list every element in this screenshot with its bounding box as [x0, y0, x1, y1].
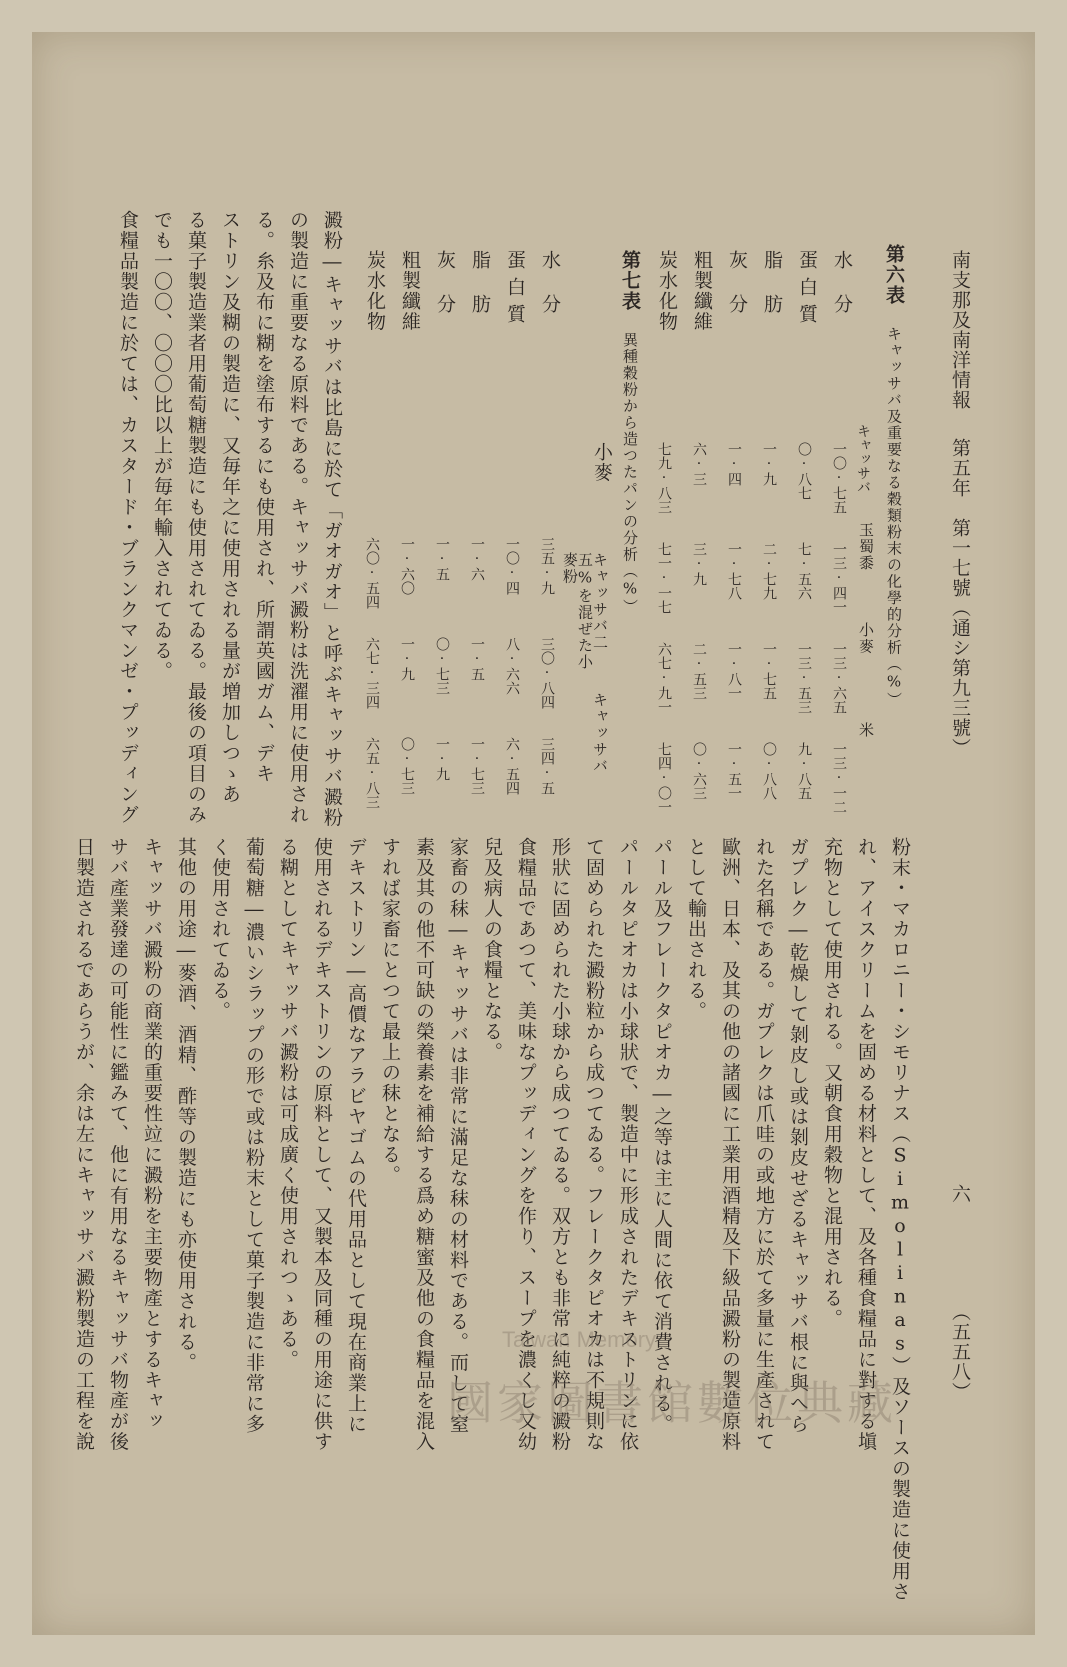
- body-line: 粉末・マカロニー・シモリナス（Simolinas）及ソースの製造に使用さ: [889, 837, 911, 1602]
- table6-cell: 九·八五: [796, 742, 812, 800]
- table6-row-label: 水分: [831, 250, 853, 338]
- table6-cell: 一三·五三: [796, 642, 812, 714]
- table6-cell: 一·五一: [726, 742, 742, 800]
- body-line: る糊としてキャッサバ澱粉は可成廣く使用されつゝある。: [277, 837, 299, 1370]
- table7-row-label: 炭水化物: [364, 250, 386, 332]
- table6-cell: 一·四: [726, 442, 742, 486]
- body-line: でも一〇〇、〇〇〇比以上が毎年輸入されてゐる。: [151, 210, 173, 682]
- table6-cell: 七九·八三: [656, 442, 672, 514]
- table7-cell: 三五·九: [539, 537, 555, 595]
- page-number: （五五八）: [949, 1302, 971, 1402]
- journal-title: 南支那及南洋情報: [949, 250, 971, 410]
- body-line: 歐洲、日本、及其の他の諸國に工業用酒精及下級品澱粉の製造原料: [719, 837, 741, 1452]
- body-line: 家畜の秣―キャッサバは非常に滿足な秣の材料である。而して窒: [447, 837, 469, 1435]
- body-line: 充物として使用される。又朝食用穀物と混用される。: [821, 837, 843, 1329]
- table6-col-header: 玉蜀黍: [857, 522, 875, 572]
- body-line: 食糧品であつて、美味なプッディングを作り、スープを濃くし又幼: [515, 837, 537, 1452]
- table6-cell: 〇·八七: [796, 442, 812, 500]
- table7-row-label: 脂肪: [469, 250, 491, 338]
- table6-col-header: キャッサバ: [855, 424, 871, 494]
- table7-title-line: [620, 250, 639, 616]
- table7-cell: 一·六: [469, 537, 485, 581]
- table7-cell: 六七·三四: [364, 637, 380, 709]
- body-line: の製造に重要なる原料である。キャッサバ澱粉は洗濯用に使用され: [287, 210, 309, 825]
- table7-cell: 六〇·五四: [364, 537, 380, 609]
- table6-row-label: 蛋白質: [796, 250, 818, 331]
- table6-cell: 二·五三: [691, 642, 707, 700]
- table7-cell: 三四·五: [539, 737, 555, 795]
- body-line: る。糸及布に糊を塗布するにも使用され、所謂英國ガム、デキ: [253, 210, 275, 784]
- table7-cell: 八·六六: [504, 637, 520, 695]
- table6-cell: 一〇·七五: [831, 442, 847, 514]
- table6-cell: 七四·〇一: [656, 742, 672, 814]
- table6-cell: 一三·六五: [831, 642, 847, 714]
- table7-col-header: 小麥: [591, 442, 613, 483]
- body-line: パール及フレークタピオカ―之等は主に人間に依て消費される。: [651, 837, 673, 1435]
- table7-cell: 一·九: [399, 637, 415, 681]
- table6-cell: 一三·一二: [831, 742, 847, 814]
- table6-row-label: 灰分: [726, 250, 748, 338]
- table6-cell: 一·七五: [761, 642, 777, 700]
- scanned-page: [32, 32, 1035, 1635]
- table6-cell: 〇·八八: [761, 742, 777, 800]
- running-header: [950, 250, 969, 758]
- table7-row-label: 水分: [539, 250, 561, 338]
- watermark-subtext: Taiwan Memory: [502, 1327, 657, 1352]
- table7-cell: 一·五: [469, 637, 485, 681]
- table6-cell: 七·五六: [796, 542, 812, 600]
- table6-cell: 〇·六三: [691, 742, 707, 800]
- table7-col-header: キャッサバ: [591, 692, 609, 775]
- body-line: 澱粉―キャッサバは比島に於て「ガオガオ」と呼ぶキャッサバ澱粉: [321, 210, 343, 828]
- table7-row-label: 粗製纖維: [399, 250, 421, 332]
- table7-row-label: 蛋白質: [504, 250, 526, 331]
- table6-cell: 一·八一: [726, 642, 742, 700]
- table6-row-label: 粗製纖維: [691, 250, 713, 332]
- table6-row-label: 炭水化物: [656, 250, 678, 332]
- page-label: 六: [949, 1184, 971, 1204]
- table7-cell: 一·七三: [469, 737, 485, 795]
- body-line: 素及其の他不可缺の榮養素を補給する爲め糖蜜及他の食糧品を混入: [413, 837, 435, 1452]
- table6-title: 第六表: [883, 244, 905, 306]
- table7-cell: 〇·七三: [434, 637, 450, 695]
- body-line: れた名稱である。ガプレクは爪哇の或地方に於て多量に生產されて: [753, 837, 775, 1452]
- body-line: 兒及病人の食糧となる。: [481, 837, 503, 1063]
- table7-cell: 六五·八三: [364, 737, 380, 809]
- table6-cell: 六七·九一: [656, 642, 672, 714]
- table7-cell: 〇·七三: [399, 737, 415, 795]
- table7-caption: 異種穀粉から造つたパンの分析（%）: [621, 332, 639, 616]
- body-line: キャッサバ澱粉の商業的重要性竝に澱粉を主要物產とするキャッ: [141, 837, 163, 1432]
- body-line: て固められた澱粉粒から成つてゐる。フレークタピオカは不規則な: [583, 837, 605, 1452]
- table7-row-label: 灰分: [434, 250, 456, 338]
- table6-title-line: [884, 244, 903, 709]
- watermark-text: 國家圖書館數位典藏: [447, 1376, 897, 1430]
- body-line: る菓子製造業者用葡萄糖製造にも使用されてゐる。最後の項目のみ: [185, 210, 207, 825]
- table6-cell: 七一·一七: [656, 542, 672, 614]
- body-line: 使用されるデキストリンの原料として、又製本及同種の用途に供す: [311, 837, 333, 1452]
- body-line: 其他の用途―麥酒、酒精、酢等の製造にも亦使用される。: [175, 837, 197, 1373]
- body-line: すれば家畜にとつて最上の秣となる。: [379, 837, 401, 1186]
- table6-caption: キャッサバ及重要なる穀類粉末の化學的分析（%）: [885, 326, 903, 709]
- table6-cell: 二·七九: [761, 542, 777, 600]
- table7-cell: 三〇·八四: [539, 637, 555, 709]
- body-line: 日製造されるであらうが、余は左にキャッサバ澱粉製造の工程を說: [73, 837, 95, 1452]
- table6-cell: 一·九: [761, 442, 777, 486]
- table7-title: 第七表: [619, 250, 641, 312]
- body-line: パールタピオカは小球狀で、製造中に形成されたデキストリンに依: [617, 837, 639, 1452]
- body-line: 葡萄糖―濃いシラップの形で或は粉末として菓子製造に非常に多: [243, 837, 265, 1435]
- table7-col-header: キャッサバ二五%を混ぜた小麥粉: [561, 552, 609, 671]
- body-line: 形狀に固められた小球から成つてゐる。双方とも非常に純粹の澱粉: [549, 837, 571, 1452]
- body-line: サバ產業發達の可能性に鑑みて、他に有用なるキャッサバ物產が後: [107, 837, 129, 1452]
- table7-cell: 六·五四: [504, 737, 520, 795]
- table6-row-label: 脂肪: [761, 250, 783, 338]
- issue-info: 第五年 第一七號（通シ第九三號）: [949, 438, 971, 758]
- body-line: く使用されてゐる。: [209, 837, 231, 1022]
- body-line: 食糧品製造に於ては、カスタード・ブランクマンゼ・プッディング: [117, 210, 139, 825]
- body-line: ガプレク―乾燥して剝皮し或は剝皮せざるキャッサバ根に與へら: [787, 837, 809, 1435]
- table7-cell: 一·六〇: [399, 537, 415, 595]
- table6-cell: 一三·四一: [831, 542, 847, 614]
- table6-col-header: 米: [857, 722, 875, 739]
- table6-cell: 一·七八: [726, 542, 742, 600]
- table7-cell: 一〇·四: [504, 537, 520, 595]
- table6-cell: 三·九: [691, 542, 707, 586]
- table6-col-header: 小麥: [857, 622, 875, 655]
- body-line: ストリン及糊の製造に、又毎年之に使用される量が増加しつゝあ: [219, 210, 241, 805]
- table7-cell: 一·九: [434, 737, 450, 781]
- table7-cell: 一·五: [434, 537, 450, 581]
- table6-cell: 六·三: [691, 442, 707, 486]
- body-line: デキストリン―高價なアラビヤゴムの代用品として現在商業上に: [345, 837, 367, 1435]
- body-line: として輸出される。: [685, 837, 707, 1022]
- body-line: れ、アイスクリームを固める材料として、及各種食糧品に對する塡: [855, 837, 877, 1452]
